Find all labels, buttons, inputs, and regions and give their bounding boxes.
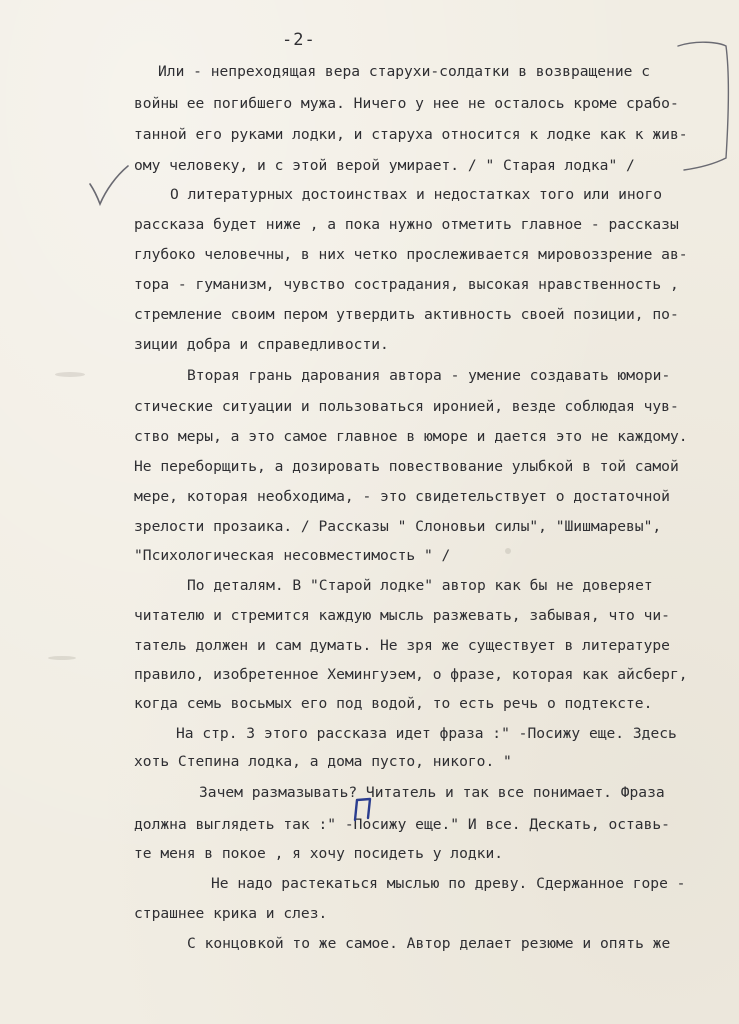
text-line-23: На стр. 3 этого рассказа идет фраза :" -Посижу еще. Здесь	[176, 725, 677, 742]
text-line-30: С концовкой то же самое. Автор делает резюме и опять же	[187, 935, 671, 952]
text-line-21: правило, изобретенное Хемингуэем, о фразе, которая как айсберг,	[134, 666, 688, 683]
text-line-25: Зачем размазывать? Читатель и так все понимает. Фраза	[199, 784, 665, 801]
text-line-20: татель должен и сам думать. Не зря же существует в литературе	[134, 637, 670, 654]
text-line-6: рассказа будет ниже , а пока нужно отметить главное - рассказы	[134, 216, 679, 233]
paper-crease	[55, 372, 85, 377]
ink-correction-icon	[352, 796, 374, 822]
text-line-4: ому человеку, и с этой верой умирает. / " Старая лодка" /	[134, 157, 635, 174]
text-line-7: глубоко человечны, в них четко прослеживается мировоззрение ав-	[134, 246, 688, 263]
text-line-15: мере, которая необходима, - это свидетельствует о достаточной	[134, 488, 670, 505]
text-line-12: стические ситуации и пользоваться иронией, везде соблюдая чув-	[134, 398, 679, 415]
text-line-9: стремление своим пером утвердить активность своей позиции, по-	[134, 306, 679, 323]
text-line-1: Или - непреходящая вера старухи-солдатки в возвращение с	[158, 63, 651, 80]
text-line-5: О литературных достоинствах и недостатках того или иного	[170, 186, 663, 203]
text-line-26: должна выглядеть так :" -Посижу еще." И все. Дескать, оставь-	[134, 816, 670, 833]
page-number: -2-	[282, 30, 316, 50]
text-line-17: "Психологическая несовместимость " /	[134, 547, 451, 564]
text-line-10: зиции добра и справедливости.	[134, 336, 389, 353]
text-line-3: танной его руками лодки, и старуха относится к лодке как к жив-	[134, 126, 688, 143]
text-line-14: Не переборщить, а дозировать повествование улыбкой в той самой	[134, 458, 679, 475]
pencil-bracket-icon	[670, 36, 734, 176]
text-line-19: читателю и стремится каждую мысль разжевать, забывая, что чи-	[134, 607, 670, 624]
text-line-8: тора - гуманизм, чувство сострадания, высокая нравственность ,	[134, 276, 679, 293]
paper-smudge	[505, 548, 511, 554]
text-line-13: ство меры, а это самое главное в юморе и дается это не каждому.	[134, 428, 688, 445]
text-line-18: По деталям. В "Старой лодке" автор как бы не доверяет	[187, 577, 653, 594]
text-line-22: когда семь восьмых его под водой, то есть речь о подтексте.	[134, 695, 653, 712]
text-line-28: Не надо растекаться мыслью по древу. Сдержанное горе -	[211, 875, 686, 892]
text-line-27: те меня в покое , я хочу посидеть у лодки.	[134, 845, 504, 862]
text-line-16: зрелости прозаика. / Рассказы " Слоновьи силы", "Шишмаревы",	[134, 518, 662, 535]
text-line-29: страшнее крика и слез.	[134, 905, 328, 922]
paper-crease	[48, 656, 76, 660]
text-line-11: Вторая грань дарования автора - умение создавать юмори-	[187, 367, 671, 384]
text-line-2: войны ее погибшего мужа. Ничего у нее не осталось кроме срабо-	[134, 95, 679, 112]
pencil-checkmark-icon	[86, 162, 130, 210]
text-line-24: хоть Степина лодка, а дома пусто, никого. "	[134, 753, 512, 770]
